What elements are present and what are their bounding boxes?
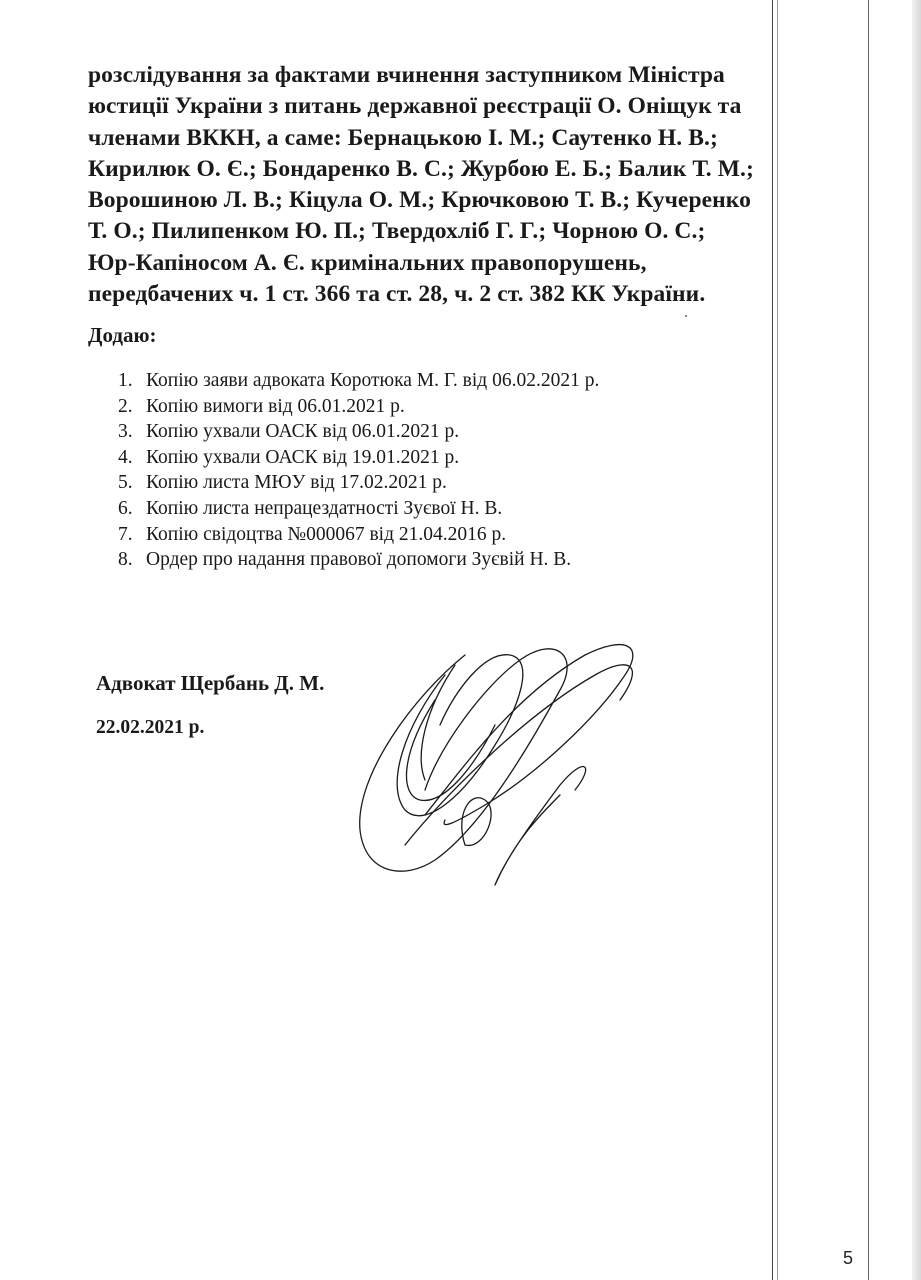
attachments-list [118,368,599,573]
list-item [118,470,599,496]
list-item-text: Копію ухвали ОАСК від 06.01.2021 р. [146,421,460,443]
handwritten-signature [345,615,665,905]
signature-date: 22.02.2021 р. [96,717,205,738]
paragraph-line: юстиції України з питань державної реєстрації О. Оніщук та [88,93,742,120]
list-item-number: 4. [118,446,133,468]
page-number: 5 [843,1248,854,1268]
scan-speck [685,315,687,317]
scan-line [868,0,869,1280]
paragraph-line: Ворошиною Л. В.; Кіцула О. М.; Крючковою Т. В.; Кучеренко [88,187,751,214]
list-item [118,496,599,522]
paragraph-line: членами ВККН, а саме: Бернацькою І. М.; Саутенко Н. В.; [88,124,718,151]
list-item-number: 1. [118,370,133,391]
list-item-text: Копію листа МЮУ від 17.02.2021 р. [146,472,447,494]
list-item-text: Копію листа непрацездатності Зуєвої Н. В. [146,497,503,519]
attachments-label: Додаю: [88,323,157,347]
paragraph-line: Кирилюк О. Є.; Бондаренко В. С.; Журбою Е. Б.; Балик Т. М.; [88,155,754,182]
list-item-number: 8. [118,549,133,571]
list-item-number: 7. [118,523,133,545]
list-item-text: Копію ухвали ОАСК від 19.01.2021 р. [146,446,460,468]
list-item [118,547,599,573]
paragraph-line: розслідування за фактами вчинення заступником Міністра [88,62,725,88]
list-item [118,394,599,420]
list-item-number: 3. [118,421,133,443]
list-item [118,368,599,394]
list-item-number: 6. [118,497,133,519]
list-item-text: Копію свідоцтва №000067 від 21.04.2016 р. [146,523,507,545]
list-item-text: Ордер про надання правової допомоги Зуєвій Н. В. [146,549,572,571]
list-item-number: 5. [118,472,133,494]
paragraph-line: Т. О.; Пилипенком Ю. П.; Твердохліб Г. Г.; Чорною О. С.; [88,218,706,245]
paragraph-line: Юр-Капіносом А. Є. кримінальних правопорушень, [88,249,647,276]
list-item [118,419,599,445]
list-item-number: 2. [118,395,133,417]
list-item [118,522,599,548]
list-item-text: Копію вимоги від 06.01.2021 р. [146,395,405,417]
signer-name: Адвокат Щербань Д. М. [96,671,325,695]
page-edge [912,0,921,1280]
paragraph-line: передбачених ч. 1 ст. 366 та ст. 28, ч. 2 ст. 382 КК України. [88,281,706,308]
list-item [118,445,599,471]
main-paragraph [88,60,828,310]
list-item-text: Копію заяви адвоката Коротюка М. Г. від 06.02.2021 р. [146,370,600,391]
